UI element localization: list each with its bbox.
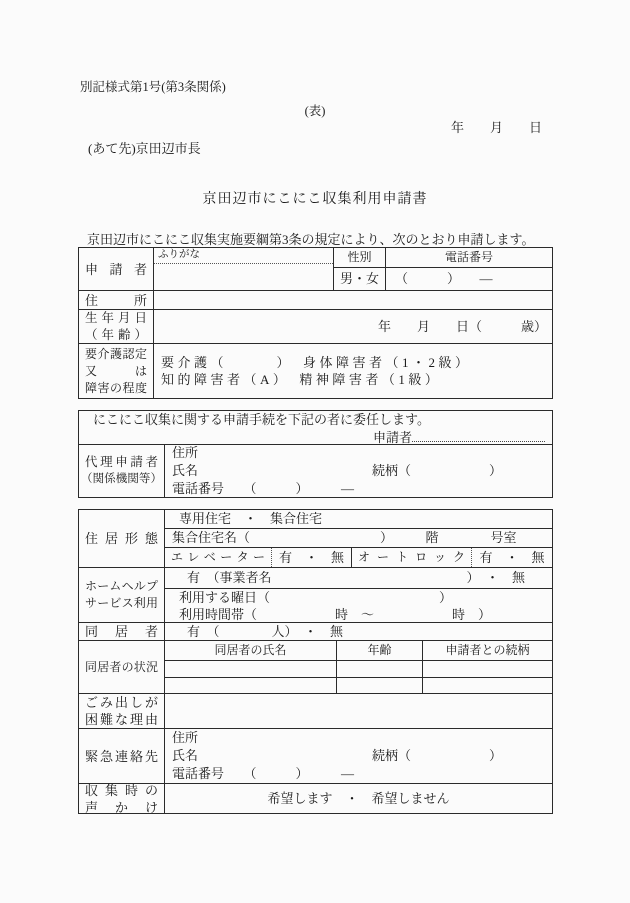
addressee: (あて先)京田辺市長 <box>88 141 201 156</box>
furigana-label: ふりがな <box>154 248 333 264</box>
status-header-row <box>165 641 552 661</box>
cohabitant-status-band <box>79 640 552 693</box>
furigana-cell <box>154 248 334 290</box>
autolock-options: 有 ・ 無 <box>479 550 545 565</box>
voice-options: 希望します ・ 希望しません <box>267 791 450 806</box>
care-options-cell <box>154 344 552 398</box>
status-empty-row <box>165 678 552 693</box>
birth-row <box>79 309 552 343</box>
proxy-address-line: 住所 <box>172 445 199 460</box>
emergency-address-line: 住所 <box>172 730 199 745</box>
status-empty-row <box>165 661 552 678</box>
page-title: 京田辺市にこにこ収集利用申請書 <box>202 192 428 207</box>
cohabitant-status-content <box>165 641 552 693</box>
housing-equip-row <box>165 548 552 567</box>
emergency-content <box>165 729 552 783</box>
cohabitant-status-label: 同居者の状況 <box>85 659 158 674</box>
date-line: 年 月 日 <box>451 120 543 135</box>
proxy-relation-label: 続柄（ ） <box>372 463 503 478</box>
emergency-label: 緊急連絡先 <box>85 748 158 764</box>
applicant-label: 申請者 <box>85 261 147 277</box>
delegation-statement: にこにこ収集に関する申請手続を下記の者に委任します。 <box>93 412 430 427</box>
homehelp-content <box>165 568 552 622</box>
name-input-area <box>154 264 333 290</box>
signer-label: 申請者 <box>373 430 413 445</box>
signer-line <box>79 428 552 444</box>
emergency-label-cell <box>79 729 165 783</box>
status-name-input <box>165 678 337 693</box>
applicant-label-cell <box>79 248 154 290</box>
proxy-phone-line: 電話番号 （ ） ― <box>172 481 355 496</box>
address-label-cell <box>79 291 154 309</box>
gender-header: 性別 <box>334 248 385 268</box>
phone-blank: （ ） ― <box>395 271 493 286</box>
proxy-label-line1: 代理申請者 <box>85 455 158 469</box>
elevator-label: エレベーター <box>171 550 265 564</box>
gender-cell <box>334 248 386 290</box>
homehelp-label-line1: ホームヘルプ <box>85 579 158 593</box>
care-row <box>79 343 552 398</box>
care-label-cell <box>79 344 154 398</box>
intro-text: 京田辺市にこにこ収集実施要綱第3条の規定により、次のとおり申請します。 <box>87 232 535 247</box>
status-col-age: 年齢 <box>337 641 423 660</box>
status-name-input <box>165 661 337 677</box>
proxy-label-cell <box>79 445 165 497</box>
homehelp-provider-line: 有 （事業者名 ） ・ 無 <box>165 568 552 589</box>
care-line1: 要介護（ ） 身体障害者（1・2級） <box>161 355 472 370</box>
elevator-label-cell <box>165 548 272 567</box>
voice-band <box>79 783 552 813</box>
homehelp-band <box>79 567 552 622</box>
housing-label-cell <box>79 510 165 567</box>
emergency-name-label: 氏名 <box>172 748 199 763</box>
care-label-line3: 障害の程度 <box>85 380 147 395</box>
voice-label-line2: 声かけ <box>85 799 158 815</box>
emergency-phone-line: 電話番号 （ ） ― <box>172 766 355 781</box>
emergency-name-line <box>165 747 552 765</box>
homehelp-label-cell <box>79 568 165 622</box>
emergency-band <box>79 728 552 783</box>
difficulty-band <box>79 693 552 728</box>
birth-label-line2: （年齢） <box>85 327 147 342</box>
proxy-name-line <box>165 462 552 480</box>
voice-label-line1: 収集時の <box>85 782 158 798</box>
status-col-relation: 申請者との続柄 <box>445 643 530 657</box>
housing-content <box>165 510 552 567</box>
status-relation-input <box>423 678 552 693</box>
emergency-relation-label: 続柄（ ） <box>372 748 503 763</box>
housing-label: 住居形態 <box>85 531 158 546</box>
applicant-table <box>78 247 553 399</box>
autolock-label-cell <box>352 548 472 567</box>
care-label-line2: 又は <box>85 363 147 378</box>
homehelp-days-line: 利用する曜日（ ） <box>179 590 453 605</box>
address-row <box>79 290 552 309</box>
homehelp-schedule-cell <box>165 589 552 623</box>
signer-blank <box>412 428 545 442</box>
address-label: 住所 <box>85 292 147 308</box>
birth-label-cell <box>79 310 154 343</box>
side-label: (表) <box>304 104 326 118</box>
status-relation-input <box>423 661 552 677</box>
applicant-row <box>79 248 552 290</box>
birth-blank: 年 月 日（ 歳） <box>377 319 547 334</box>
delegation-header-row <box>79 411 552 444</box>
cohabitant-label-cell <box>79 623 165 640</box>
difficulty-label-cell <box>79 694 165 728</box>
autolock-label: オートロック <box>358 550 465 564</box>
homehelp-hours-line: 利用時間帯（ 時 〜 時 ） <box>179 607 492 622</box>
care-line2: 知的障害者（A） 精神障害者（1級） <box>161 372 442 387</box>
cohabitant-label: 同居者 <box>85 624 158 639</box>
cohabitant-band <box>79 622 552 640</box>
details-table <box>78 509 553 814</box>
voice-label-cell <box>79 784 165 813</box>
status-col-name: 同居者の氏名 <box>165 641 337 660</box>
birth-label-line1: 生年月日 <box>85 310 147 325</box>
proxy-name-label: 氏名 <box>172 463 199 478</box>
housing-band <box>79 510 552 567</box>
difficulty-label-line2: 困難な理由 <box>85 712 158 727</box>
housing-type-options: 専用住宅 ・ 集合住宅 <box>165 510 552 529</box>
phone-header: 電話番号 <box>386 248 552 268</box>
difficulty-label-line1: ごみ出しが <box>85 695 158 710</box>
care-label-line1: 要介護認定 <box>85 346 147 361</box>
proxy-content-cell <box>165 445 552 497</box>
address-input-area <box>154 291 552 309</box>
cohabitant-status-label-cell <box>79 641 165 693</box>
proxy-label-line2: （関係機関等） <box>81 473 162 485</box>
form-number: 別記様式第1号(第3条関係) <box>80 80 226 94</box>
gender-options: 男・女 <box>339 271 379 286</box>
elevator-options: 有 ・ 無 <box>272 548 352 567</box>
homehelp-label-line2: サービス利用 <box>85 596 158 610</box>
housing-building-line: 集合住宅名（ ） 階 号室 <box>165 529 552 548</box>
difficulty-input-area <box>165 694 552 728</box>
phone-cell <box>386 248 552 290</box>
status-age-input <box>337 661 423 677</box>
delegation-table <box>78 410 553 498</box>
status-age-input <box>337 678 423 693</box>
proxy-row <box>79 444 552 497</box>
cohabitant-value: 有 （ 人） ・ 無 <box>187 624 344 639</box>
